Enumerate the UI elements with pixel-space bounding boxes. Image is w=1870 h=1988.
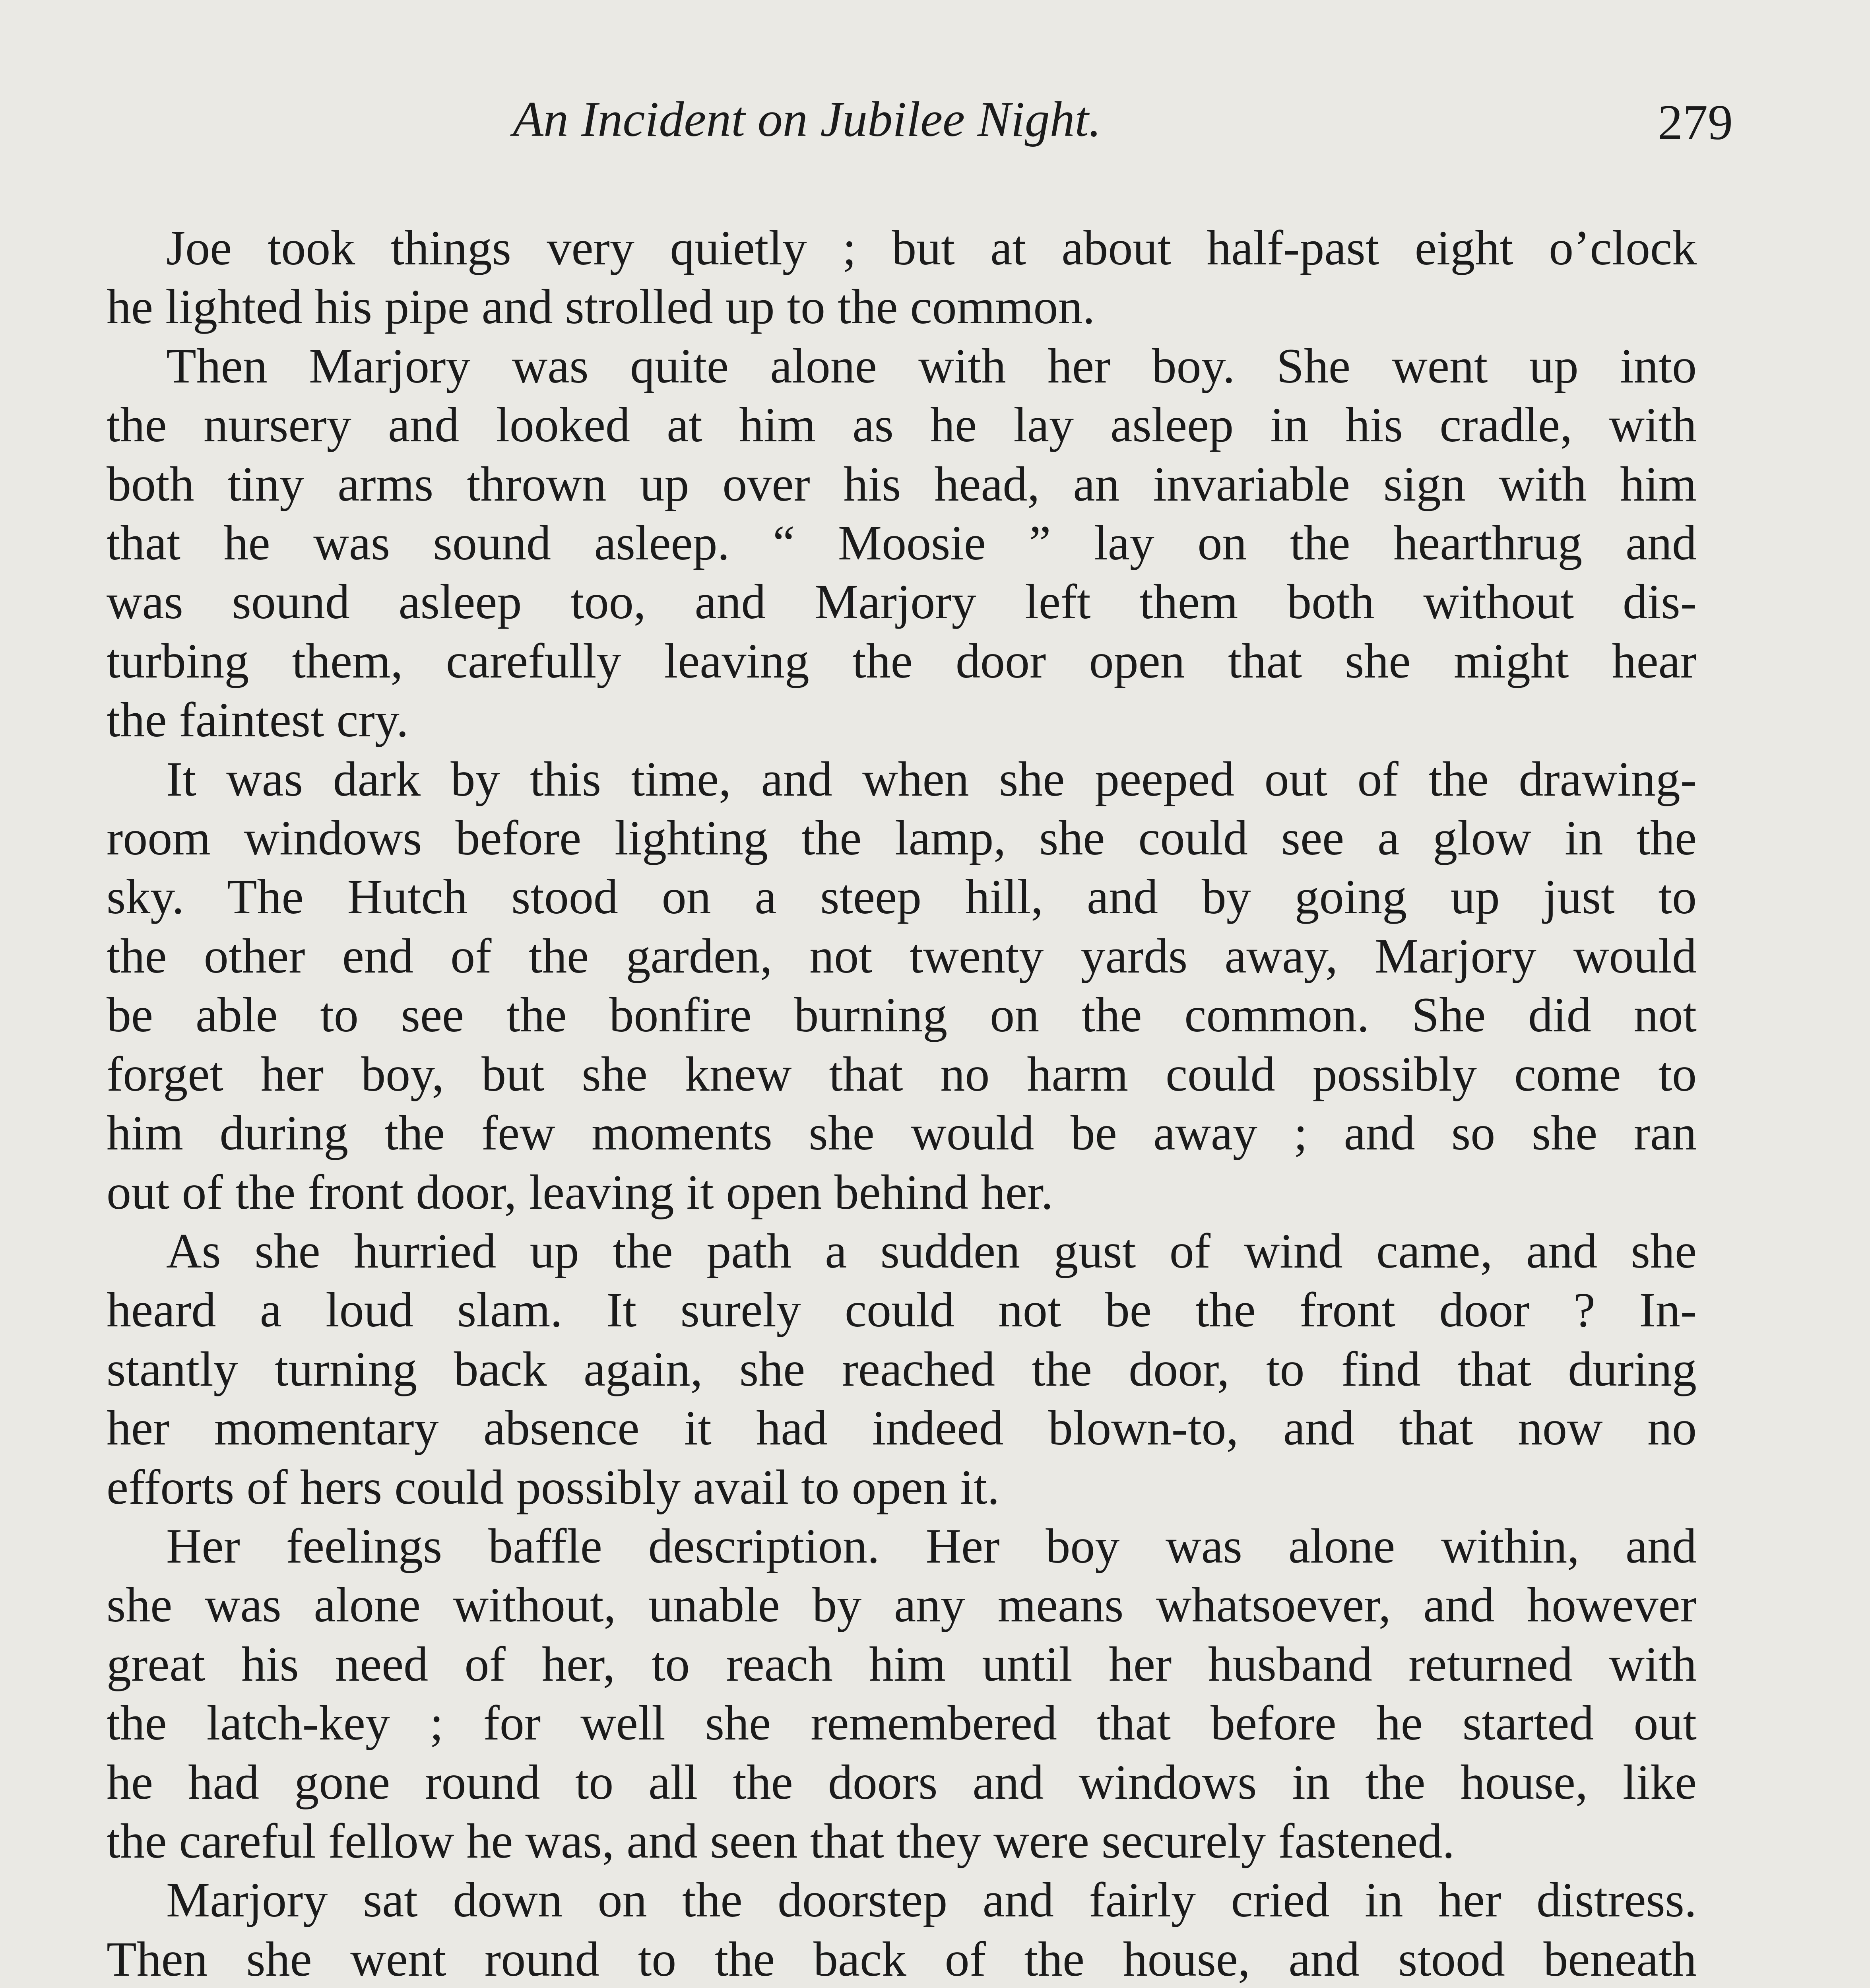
page-number: 279: [1658, 95, 1733, 150]
text-line: out of the front door, leaving it open behind her.: [107, 1165, 1053, 1219]
text-line: was sound asleep too, and Marjory left them both without dis-: [107, 575, 1697, 629]
text-line: room windows before lighting the lamp, she could see a glow in the: [107, 811, 1697, 866]
text-line: It was dark by this time, and when she peeped out of the drawing-: [166, 751, 1697, 806]
text-line: that he was sound asleep. “ Moosie ” lay on the hearthrug and: [107, 516, 1697, 571]
paragraph: [107, 1871, 1697, 1988]
text-line: her momentary absence it had indeed blown-to, and that now no: [107, 1401, 1697, 1456]
paragraph: [107, 1222, 1697, 1517]
text-line: the other end of the garden, not twenty yards away, Marjory would: [107, 928, 1697, 983]
text-line: be able to see the bonfire burning on the common. She did not: [107, 988, 1697, 1043]
text-line: efforts of hers could possibly avail to open it.: [107, 1460, 1000, 1514]
text-line: he lighted his pipe and strolled up to the common.: [107, 280, 1095, 334]
paragraph: [107, 219, 1697, 337]
paragraph: [107, 337, 1697, 750]
text-line: sky. The Hutch stood on a steep hill, and by going up just to: [107, 870, 1697, 924]
text-line: Joe took things very quietly ; but at about half-past eight o’clock: [166, 221, 1697, 275]
body-text: [107, 219, 1697, 1988]
text-line: the nursery and looked at him as he lay asleep in his cradle, with: [107, 398, 1697, 452]
text-line: Then Marjory was quite alone with her boy. She went up into: [166, 338, 1697, 393]
text-line: Her feelings baffle description. Her boy was alone within, and: [166, 1518, 1697, 1573]
text-line: great his need of her, to reach him until her husband returned with: [107, 1637, 1697, 1691]
paragraph: [107, 750, 1697, 1222]
text-line: him during the few moments she would be away ; and so she ran: [107, 1106, 1697, 1161]
running-title: An Incident on Jubilee Night.: [513, 92, 1102, 147]
text-line: the latch-key ; for well she remembered that before he started out: [107, 1696, 1697, 1751]
text-line: Marjory sat down on the doorstep and fairly cried in her distress.: [166, 1873, 1697, 1928]
text-line: Then she went round to the back of the house, and stood beneath: [107, 1932, 1697, 1986]
text-line: the faintest cry.: [107, 693, 409, 747]
text-line: both tiny arms thrown up over his head, an invariable sign with him: [107, 456, 1697, 511]
text-line: heard a loud slam. It surely could not be the front door ? In-: [107, 1283, 1697, 1338]
text-line: forget her boy, but she knew that no harm could possibly come to: [107, 1046, 1697, 1101]
paragraph: [107, 1517, 1697, 1871]
text-line: he had gone round to all the doors and windows in the house, like: [107, 1755, 1697, 1809]
text-line: she was alone without, unable by any means whatsoever, and however: [107, 1578, 1697, 1633]
text-line: the careful fellow he was, and seen that they were securely fastened.: [107, 1813, 1455, 1868]
text-line: As she hurried up the path a sudden gust of wind came, and she: [166, 1223, 1697, 1278]
text-line: stantly turning back again, she reached the door, to find that during: [107, 1342, 1697, 1396]
text-line: turbing them, carefully leaving the door open that she might hear: [107, 633, 1697, 688]
